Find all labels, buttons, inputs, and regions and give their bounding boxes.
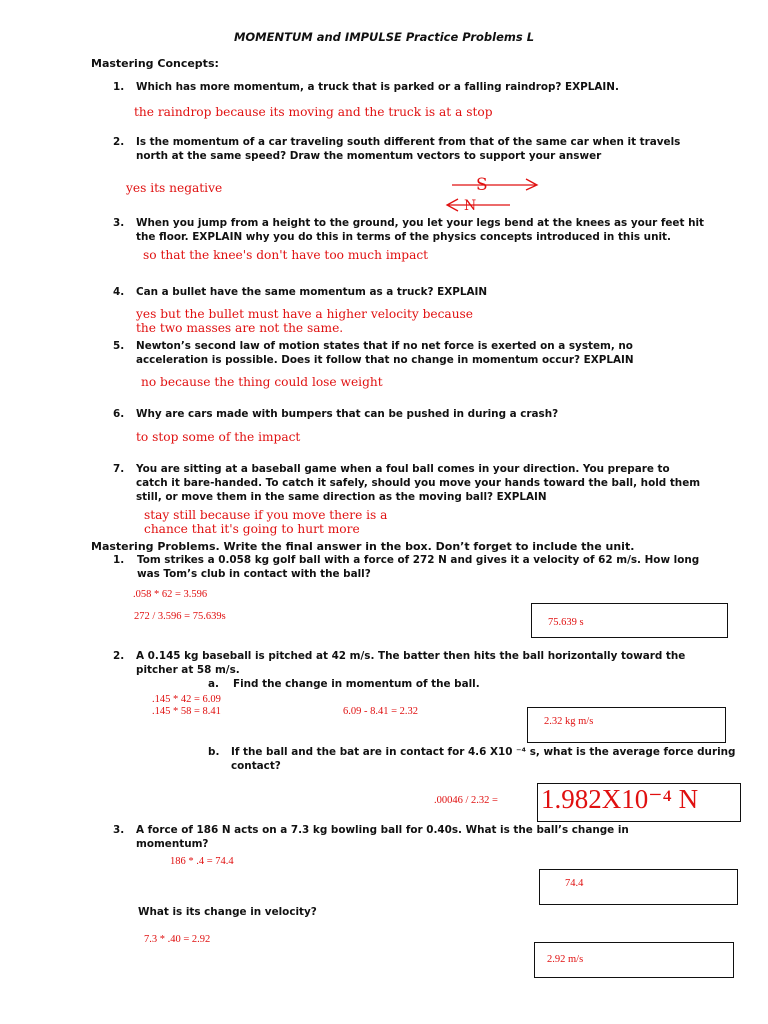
q1-text: Which has more momentum, a truck that is parked or a falling raindrop? EXPLAIN.	[136, 81, 619, 93]
p3-number: 3.	[113, 824, 125, 836]
q6-answer: to stop some of the impact	[136, 430, 301, 444]
p3-answer-text-2: 2.92 m/s	[547, 954, 584, 965]
q3-line2: the floor. EXPLAIN why you do this in terms of the physics concepts introduced in this unit.	[136, 231, 671, 243]
momentum-vectors-drawing	[440, 170, 550, 220]
q2-number: 2.	[113, 136, 125, 148]
p3-line2: momentum?	[136, 838, 209, 850]
p1-line2: was Tom’s club in contact with the ball?	[137, 568, 371, 580]
p2b-line1: If the ball and the bat are in contact for 4.6 X10 ⁻⁴ s, what is the average force during	[231, 746, 736, 758]
p1-answer-text: 75.639 s	[548, 617, 584, 628]
q7-line1: You are sitting at a baseball game when a foul ball comes in your direction. You prepare to	[136, 463, 670, 475]
q2-line1: Is the momentum of a car traveling south different from that of the same car when it travels	[136, 136, 681, 148]
p2-line1: A 0.145 kg baseball is pitched at 42 m/s. The batter then hits the ball horizontally toward the	[136, 650, 686, 662]
p3-line1: A force of 186 N acts on a 7.3 kg bowling ball for 0.40s. What is the ball’s change in	[136, 824, 629, 836]
p2a-answer-text: 2.32 kg m/s	[544, 716, 594, 727]
p1-number: 1.	[113, 554, 125, 566]
q4-answer-line1: yes but the bullet must have a higher velocity because	[136, 307, 474, 321]
q4-number: 4.	[113, 286, 125, 298]
q6-text: Why are cars made with bumpers that can be pushed in during a crash?	[136, 408, 559, 420]
p2-work-line3: 6.09 - 8.41 = 2.32	[343, 706, 419, 717]
q7-answer-line1: stay still because if you move there is a	[144, 508, 388, 522]
q7-line3: still, or move them in the same direction as the moving ball? EXPLAIN	[136, 491, 547, 503]
p3-sub-question: What is its change in velocity?	[138, 906, 317, 918]
p2-line2: pitcher at 58 m/s.	[136, 664, 240, 676]
p2b-line2: contact?	[231, 760, 281, 772]
p2b-label: b.	[208, 746, 220, 758]
q2-answer: yes its negative	[126, 181, 223, 195]
p2a-text: Find the change in momentum of the ball.	[233, 678, 480, 690]
concepts-heading: Mastering Concepts:	[91, 57, 219, 70]
p2-work-line2: .145 * 58 = 8.41	[152, 706, 221, 717]
q4-answer-line2: the two masses are not the same.	[136, 321, 344, 335]
p3-work-line1: 186 * .4 = 74.4	[170, 856, 234, 867]
q1-number: 1.	[113, 81, 125, 93]
p3-work-line2: 7.3 * .40 = 2.92	[144, 934, 211, 945]
q2-line2: north at the same speed? Draw the momentum vectors to support your answer	[136, 150, 602, 162]
p1-work-line2: 272 / 3.596 = 75.639s	[134, 611, 226, 622]
q7-answer-line2: chance that it's going to hurt more	[144, 522, 360, 536]
problems-heading: Mastering Problems. Write the final answer in the box. Don’t forget to include the unit.	[91, 540, 635, 553]
vector-label-n: N	[464, 198, 477, 214]
q7-line2: catch it bare-handed. To catch it safely, should you move your hands toward the ball, hold them	[136, 477, 701, 489]
q5-answer: no because the thing could lose weight	[141, 375, 383, 389]
p3-answer-text-1: 74.4	[565, 878, 584, 889]
p2b-answer-box	[537, 783, 741, 822]
p2-work-line1: .145 * 42 = 6.09	[152, 694, 221, 705]
q3-number: 3.	[113, 217, 125, 229]
q5-line2: acceleration is possible. Does it follow that no change in momentum occur? EXPLAIN	[136, 354, 634, 366]
vector-label-s: S	[476, 175, 488, 195]
q3-line1: When you jump from a height to the ground, you let your legs bend at the knees as your feet hit	[136, 217, 704, 229]
p1-answer-box	[531, 603, 728, 638]
p2b-answer-text: 1.982X10⁻⁴ N	[541, 784, 699, 814]
page-title: MOMENTUM and IMPULSE Practice Problems L	[233, 30, 535, 44]
p2a-label: a.	[208, 678, 219, 690]
p1-line1: Tom strikes a 0.058 kg golf ball with a force of 272 N and gives it a velocity of 62 m/s. How long	[137, 554, 700, 566]
p3-answer-box-1	[539, 869, 738, 905]
q5-line1: Newton’s second law of motion states that if no net force is exerted on a system, no	[136, 340, 633, 352]
p1-work-line1: .058 * 62 = 3.596	[133, 589, 208, 600]
p2-number: 2.	[113, 650, 125, 662]
q1-answer: the raindrop because its moving and the truck is at a stop	[134, 105, 493, 119]
q3-answer: so that the knee's don't have too much impact	[143, 248, 429, 262]
q5-number: 5.	[113, 340, 125, 352]
p2a-answer-box	[527, 707, 726, 743]
q4-text: Can a bullet have the same momentum as a truck? EXPLAIN	[136, 286, 488, 298]
p2b-work: .00046 / 2.32 =	[434, 795, 498, 806]
p3-answer-box-2	[534, 942, 734, 978]
q6-number: 6.	[113, 408, 125, 420]
q7-number: 7.	[113, 463, 125, 475]
